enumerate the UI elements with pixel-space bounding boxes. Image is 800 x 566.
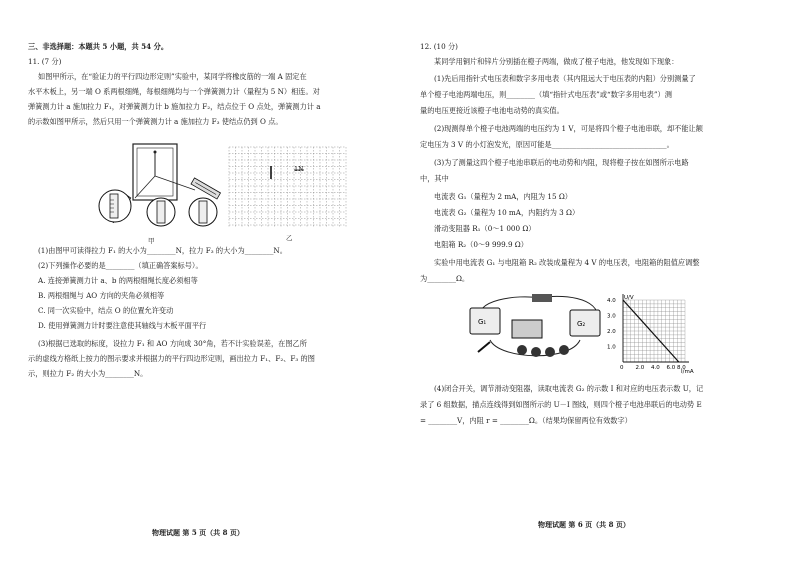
- q11-option-a: A. 连接弹簧测力计 a、b 的两根细绳长度必须相等: [38, 276, 198, 285]
- q11-option-c: C. 同一次实验中，结点 O 的位置允许变动: [38, 306, 174, 315]
- orange-battery: [531, 347, 541, 357]
- q12-p4-line: = ________V，内阻 r = ________Ω。（结果均保留两位有效数字）: [420, 416, 632, 425]
- q12-p3-line: (3)为了测量这四个橙子电池串联后的电动势和内阻，现将橙子按在如图所示电路: [434, 158, 689, 167]
- y-tick-label: 3.0: [607, 313, 616, 320]
- q12-intro: 某同学用铜片和锌片分别插在橙子两端，做成了橙子电池，他发现如下现象：: [434, 57, 679, 66]
- q12-p3-end-line: 为________Ω。: [420, 274, 470, 283]
- spring-scale-b: [191, 178, 220, 199]
- orange-battery: [545, 347, 555, 357]
- equipment-g1: 电流表 G₁（量程为 2 mA，内阻为 15 Ω）: [434, 192, 572, 201]
- figure-label-yi: 乙: [286, 234, 293, 242]
- q12-p3-line: 中，其中: [420, 174, 449, 183]
- section-heading: 三、非选择题：本题共 5 小题，共 54 分。: [28, 42, 169, 51]
- resistance-box: [512, 320, 542, 338]
- y-tick-label: 2.0: [607, 329, 616, 335]
- q11-intro-line: 水平木板上，另一端 O 系两根细绳，每根细绳均与一个弹簧测力计（量程为 5 N）相连。对: [28, 87, 320, 96]
- svg-text:G₂: G₂: [577, 320, 586, 328]
- page-footer-5: 物理试题 第 5 页（共 8 页）: [152, 528, 244, 537]
- y-tick-label: 1.0: [607, 344, 616, 351]
- x-tick-label: 6.0: [666, 365, 676, 371]
- q11-intro-line: 如图甲所示，在“验证力的平行四边形定则”实验中，某同学将橡皮筋的一端 A 固定在: [38, 72, 307, 81]
- x-tick-label: 8.0: [677, 365, 686, 371]
- q11-sub3-line: 示，则拉力 F₂ 的大小为________N。: [28, 369, 148, 378]
- equipment-r2: 电阻箱 R₂（0～9 999.9 Ω）: [434, 240, 528, 249]
- q12-p1-line: (1)先后用指针式电压表和数字多用电表（其内阻远大于电压表的内阻）分别测量了: [434, 74, 696, 83]
- svg-text:G₁: G₁: [478, 318, 487, 326]
- q11-option-d: D. 使用弹簧测力计时要注意使其轴线与木板平面平行: [38, 321, 207, 330]
- x-tick-label: 2.0: [635, 365, 645, 371]
- equipment-g2: 电流表 G₂（量程为 10 mA，内阻约为 3 Ω）: [434, 208, 580, 217]
- q11-number: 11. (7 分): [28, 57, 62, 66]
- string-b: [155, 176, 195, 190]
- equipment-r1: 滑动变阻器 R₁（0～1 000 Ω）: [434, 224, 536, 233]
- q12-p1-line: 量的电压更接近该橙子电池电动势的真实值。: [420, 106, 564, 115]
- circuit-diagram: [460, 290, 610, 368]
- q11-sub3-line: 示的虚线方格纸上按力的图示要求并根据力的平行四边形定则，画出拉力 F₁、F₂、F₃ 的图: [28, 354, 315, 363]
- q12-number: 12. (10 分): [420, 42, 458, 51]
- u-i-graph: [605, 290, 695, 378]
- page-6: [400, 0, 800, 566]
- string-a: [135, 176, 155, 198]
- q11-intro-line: 的示数如图甲所示，然后只用一个弹簧测力计 a 施加拉力 F₃ 使结点仍到 O 点。: [28, 117, 283, 126]
- x-tick-label: 0: [620, 365, 624, 371]
- y-tick-label: 4.0: [607, 298, 616, 304]
- grid-scale-label: 1N: [294, 165, 304, 173]
- q11-intro-line: 弹簧测力计 a 施加拉力 F₁，对弹簧测力计 b 施加拉力 F₂，结点位于 O 点处，弹簧测力计 a: [28, 102, 321, 111]
- q12-p4-line: (4)闭合开关，调节滑动变阻器，读取电流表 G₂ 的示数 I 和对应的电压表示数 U，记: [434, 384, 704, 393]
- q11-option-b: B. 两根细绳与 AO 方向的夹角必须相等: [38, 291, 165, 300]
- q12-p4-line: 录了 6 组数据，描点连线得到如图所示的 U－I 图线，则四个橙子电池串联后的电动势 E: [420, 400, 702, 409]
- figure-yi-grid: [228, 146, 348, 230]
- page-footer-6: 物理试题 第 6 页（共 8 页）: [538, 520, 630, 529]
- figure-jia-apparatus: [95, 140, 225, 235]
- slide-rheostat: [532, 294, 552, 302]
- q12-p1-line: 单个橙子电池两端电压，则________（填“指针式电压表”或“数字多用电表”）测: [420, 90, 672, 99]
- q12-p2-line: 定电压为 3 V 的小灯泡发光，原因可能是________________________________。: [420, 140, 674, 149]
- q11-sub2: (2)下列操作必要的是________（填正确答案标号）。: [38, 261, 203, 270]
- y-axis-label: U/V: [624, 295, 634, 301]
- q12-p3-end-line: 实验中用电流表 G₁ 与电阻箱 R₂ 改装成量程为 4 V 的电压表，电阻箱的阻值应调整: [434, 258, 700, 267]
- orange-battery: [559, 345, 569, 355]
- figure-label-jia: 甲: [148, 237, 155, 245]
- q12-p2-line: (2)现测得单个橙子电池两端的电压约为 1 V，可是将四个橙子电池串联，却不能让额: [434, 124, 703, 133]
- q11-sub1: (1)由图甲可读得拉力 F₁ 的大小为________N，拉力 F₃ 的大小为________N。: [38, 246, 287, 255]
- q11-sub3-line: (3)根据已选取的标度，设拉力 F₁ 和 AO 方向成 30°角，若不计实验误差，在图乙所: [38, 339, 307, 348]
- x-axis-label: I/mA: [681, 369, 694, 375]
- x-tick-label: 4.0: [651, 365, 660, 371]
- orange-battery: [517, 345, 527, 355]
